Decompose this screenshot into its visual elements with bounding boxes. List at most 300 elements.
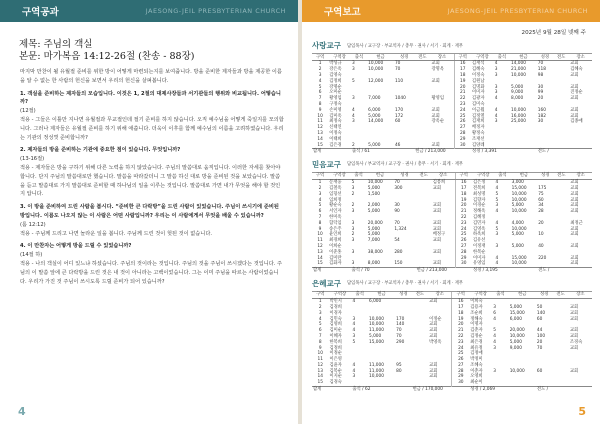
table-cell: 정해숙: [470, 316, 483, 322]
table-cell: 10,000: [510, 107, 527, 113]
column-header: 헌금: [367, 173, 394, 180]
table-cell: 29: [454, 136, 471, 142]
table-cell: 29: [455, 255, 472, 261]
table-cell: 14: [317, 136, 323, 142]
report-date: 2025년 9월 28일 넷째 주: [521, 30, 586, 36]
table-cell: 7,000: [368, 96, 381, 102]
table-cell: 이정재: [472, 244, 486, 250]
table-cell: 김원남: [472, 78, 485, 84]
table-cell: 60: [538, 197, 544, 203]
subtotal-cell: 성경 / 3,391: [471, 149, 537, 155]
table-cell: 12,000: [368, 78, 384, 84]
column-header: 출석: [492, 292, 508, 299]
table-cell: 송은주: [329, 226, 342, 232]
table-cell: 70: [396, 333, 402, 339]
table-cell: 10: [538, 232, 544, 238]
table-cell: 1040: [394, 96, 406, 102]
table-cell: 김향자: [472, 197, 486, 203]
table-cell: 28: [538, 209, 544, 215]
table-cell: 김광자: [472, 96, 485, 102]
table-cell: 44: [536, 328, 543, 334]
table-cell: 신태연: [329, 125, 342, 131]
table-cell: 8,000: [510, 96, 524, 102]
table-cell: 이경자: [329, 310, 342, 316]
table-cell: 23: [452, 339, 469, 345]
table-cell: 4: [352, 299, 356, 305]
district-header: [312, 38, 592, 54]
table-cell: 9,000: [509, 345, 523, 351]
district-section: [312, 157, 592, 274]
table-cell: 김미순: [329, 328, 342, 334]
column-header: 구역: [454, 54, 471, 61]
table-cell: 24: [454, 107, 471, 113]
table-cell: 4: [494, 113, 498, 119]
table-cell: 교회: [570, 226, 579, 232]
table-cell: 4: [493, 316, 496, 322]
table-cell: 4: [495, 255, 499, 261]
table-cell: 4: [318, 197, 322, 203]
column-header: 장소: [432, 173, 455, 180]
column-header: 성경: [536, 292, 552, 299]
table-cell: 5: [318, 203, 322, 209]
table-cell: 4,000: [511, 220, 524, 226]
table-cell: 7,000: [367, 238, 381, 244]
table-cell: 교회: [570, 186, 579, 192]
table-cell: 교회: [429, 328, 438, 334]
table-cell: 11: [317, 119, 323, 125]
table-cell: 14: [317, 374, 323, 380]
table-cell: 교회: [569, 304, 579, 310]
table-cell: 김재희: [472, 119, 485, 125]
table-cell: 26: [452, 357, 469, 363]
table-cell: 172: [394, 113, 404, 119]
table-cell: 300: [394, 186, 403, 192]
table-cell: 15,000: [511, 255, 527, 261]
table-cell: 5,000: [368, 142, 381, 148]
table-cell: 70: [394, 67, 401, 73]
table-cell: 교회: [429, 374, 438, 380]
table-cell: 10,000: [511, 226, 527, 232]
table-cell: 25,000: [510, 119, 527, 125]
district-staff: 담임목사 / 교구장 · 부교역자 / 총무 · 권사 / 서기 · 회계 · 재무: [346, 281, 464, 287]
table-cell: 10,000: [509, 368, 525, 374]
table-cell: 황영임: [329, 96, 342, 102]
table-cell: 10,000: [367, 180, 383, 186]
table-cell: 김명화: [472, 84, 485, 90]
column-header: 성경: [537, 54, 553, 61]
table-cell: 118: [537, 67, 546, 73]
table-cell: 황영임: [431, 96, 444, 102]
table-cell: 4: [352, 368, 356, 374]
subtotal-cell: 합계: [312, 386, 352, 392]
table-cell: 오미순: [329, 90, 342, 96]
table-cell: 28: [452, 368, 469, 374]
table-cell: 5,000: [511, 203, 524, 209]
table-cell: 160: [537, 107, 546, 113]
column-header: 구역: [312, 173, 328, 180]
table-cell: 10,000: [368, 67, 384, 73]
table-cell: 교회: [432, 226, 442, 232]
table-cell: 28: [455, 250, 472, 256]
question-1: 1. 객실을 준비하는 제자들의 모습입니다. 이것은 1, 2절의 대제사장들과 서기관들의 행위와 비교됩니다. 어떻습니까?: [20, 90, 281, 106]
table-cell: 11,000: [368, 368, 385, 374]
table-cell: 4: [494, 61, 498, 67]
table-cell: 5,000: [509, 304, 523, 310]
table-cell: 한미옥: [329, 215, 342, 221]
column-header: 장소: [431, 54, 455, 61]
table-cell: 75: [538, 191, 544, 197]
column-header: 구역장: [472, 173, 495, 180]
column-header: 장소: [569, 292, 592, 299]
table-cell: 정해옥: [472, 209, 486, 215]
table-cell: 5,000: [367, 226, 381, 232]
table-cell: 11,000: [368, 328, 385, 334]
table-cell: 이미자: [472, 255, 486, 261]
column-header: 성경: [394, 54, 414, 61]
table-cell: 100: [536, 333, 546, 339]
table-cell: 이미자: [472, 90, 485, 96]
table-cell: 50: [536, 304, 543, 310]
table-cell: 15,000: [509, 310, 525, 316]
table-cell: 70: [537, 61, 544, 67]
table-cell: 5,000: [368, 113, 381, 119]
table-cell: 3: [351, 61, 355, 67]
table-cell: 이정순: [429, 316, 442, 322]
table-cell: 5: [352, 339, 356, 345]
table-cell: 3: [493, 345, 496, 351]
column-header: 구역: [312, 54, 328, 61]
left-header-title: 구역공과: [22, 7, 59, 18]
district-staff: 담임목사 / 교구장 · 부교역자 / 총무 · 권사 / 서기 · 회계 · 재무: [346, 43, 464, 49]
table-cell: 99: [537, 90, 544, 96]
table-cell: 김민숙: [329, 316, 342, 322]
table-cell: 18: [455, 192, 472, 198]
table-cell: 21: [452, 328, 469, 334]
column-header: 헌금: [510, 54, 537, 61]
table-cell: 이금월: [472, 107, 485, 113]
subtotal-cell: 헌금 / 213,000: [416, 267, 472, 273]
table-cell: 한복희: [329, 339, 342, 345]
table-cell: 이정순: [329, 351, 342, 357]
subtotal-row: [312, 149, 592, 155]
table-cell: 23: [455, 221, 472, 227]
table-cell: 20: [454, 84, 471, 90]
table-cell: 강명옥: [431, 67, 444, 73]
table-cell: 16: [452, 298, 469, 304]
subtotal-row: [312, 386, 592, 392]
table-cell: 4: [494, 107, 498, 113]
table-cell: 3: [493, 304, 496, 310]
table-cell: 교회: [570, 113, 579, 119]
table-cell: 54: [394, 238, 400, 244]
table-cell: 교회: [570, 244, 579, 250]
table-cell: 5,000: [367, 186, 381, 192]
table-cell: 6,000: [368, 107, 381, 113]
table-cell: 12: [317, 244, 323, 250]
table-cell: 교회: [429, 322, 438, 328]
district-sections: [302, 38, 600, 393]
table-cell: 14,000: [510, 61, 527, 67]
table-cell: 문재웅: [329, 180, 342, 186]
table-cell: 김용자: [470, 304, 483, 310]
table-cell: 이정숙: [472, 73, 485, 79]
table-cell: 10,000: [511, 191, 527, 197]
subtotal-cell: 전도 /: [537, 149, 592, 155]
table-cell: 유영임: [472, 261, 486, 267]
table-cell: 13: [317, 368, 323, 374]
table-cell: 182: [537, 113, 546, 119]
table-cell: 3: [494, 84, 498, 90]
table-cell: 21: [454, 90, 471, 96]
table-cell: 26: [455, 238, 472, 244]
answer-2: 적용 - 제자들은 방을 구하기 위해 다른 노력을 하지 않았습니다. 주님의 말씀대로 움직입니다. 이러한 자세를 찾아야 합니다. 단지 주님의 말씀대로만 했습니다. 말씀을 따라갔더니 그 말씀 하신 대로 방을 준비된 것을 보았습니다. 말씀을 듣고 말씀대로 가지 말씀대로 준비할 때 하나님의 일을 이루는 것입니다. 말씀대로 가면 내가 무엇을 해야 할 것인지 압니다.: [20, 164, 281, 198]
table-cell: 김영희: [329, 322, 342, 328]
table-cell: 95: [396, 362, 402, 368]
column-header: 출석: [494, 54, 510, 61]
column-header: 헌금: [368, 292, 395, 299]
table-cell: 6,000: [368, 299, 382, 305]
table-cell: 6: [318, 209, 322, 215]
table-cell: 10,000: [509, 333, 525, 339]
table-cell: 280: [394, 249, 403, 255]
table-cell: 박성규: [329, 61, 342, 67]
table-cell: 교회: [432, 209, 442, 215]
table-cell: 1,500: [367, 191, 381, 197]
table-cell: 3: [352, 316, 356, 322]
table-cell: 22: [454, 96, 471, 102]
table-cell: 최유정: [470, 345, 483, 351]
subtotal-cell: 전도 /: [536, 386, 592, 392]
table-cell: 8: [318, 102, 322, 108]
table-cell: 4: [318, 316, 322, 322]
table-cell: 10,000: [368, 316, 385, 322]
column-header: 구역: [452, 292, 469, 299]
table-cell: 황정숙: [472, 131, 485, 136]
table-cell: 조경숙: [569, 339, 583, 345]
table-cell: 5,000: [511, 244, 524, 250]
column-header: 구역장: [469, 292, 492, 299]
table-cell: 임형선: [329, 191, 342, 197]
table-cell: 10,000: [511, 197, 527, 203]
column-header: 전도: [412, 292, 428, 299]
table-cell: 10,000: [511, 261, 527, 267]
column-header: 구역: [312, 292, 328, 299]
table-cell: 김정열: [472, 113, 485, 119]
table-cell: 4: [495, 180, 499, 186]
left-page: [0, 0, 298, 424]
right-page-number: 5: [578, 405, 586, 418]
table-cell: 15,000: [368, 339, 385, 345]
table-cell: 3: [494, 67, 498, 73]
subtotal-cell: 합계: [312, 267, 351, 273]
table-cell: 70: [396, 328, 402, 334]
table-cell: 1: [318, 180, 322, 186]
table-cell: 교회: [432, 186, 442, 192]
table-cell: 3: [494, 73, 498, 79]
table-cell: 5,000: [511, 232, 524, 238]
right-header: [302, 0, 600, 22]
district-table: [312, 173, 592, 274]
table-cell: 3: [352, 333, 356, 339]
table-cell: 11,000: [368, 362, 385, 368]
table-cell: 1: [318, 299, 322, 305]
table-cell: 13: [317, 249, 323, 255]
table-cell: 4: [495, 186, 499, 192]
table-cell: 4: [352, 322, 356, 328]
table-cell: 교회: [569, 310, 579, 316]
table-cell: 4: [493, 339, 496, 345]
table-cell: 교회: [570, 84, 579, 90]
table-cell: 20: [452, 322, 469, 328]
table-cell: 김은경: [329, 142, 342, 148]
table-cell: 3: [351, 249, 355, 255]
table-cell: 3: [351, 96, 355, 102]
table-cell: 3: [351, 119, 355, 125]
table-cell: 이태희: [329, 136, 342, 142]
table-cell: 2: [318, 186, 322, 192]
table-cell: 김춘자: [470, 328, 483, 334]
table-cell: 3: [351, 186, 355, 192]
column-header: 전도: [553, 54, 569, 61]
table-cell: 교회: [570, 96, 579, 102]
table-cell: 5: [318, 322, 322, 328]
table-cell: 교회: [569, 316, 579, 322]
table-cell: 10: [317, 232, 323, 238]
table-cell: 하옥희: [472, 232, 486, 238]
table-cell: 12: [317, 125, 323, 131]
table-cell: 이경순: [472, 203, 486, 209]
table-cell: 110: [394, 78, 404, 84]
table-cell: 4: [495, 261, 499, 267]
table-cell: 교회: [432, 249, 442, 255]
table-cell: 3: [318, 73, 322, 79]
table-cell: 2: [318, 304, 322, 310]
subtotal-cell: 헌금 / 170,000: [412, 386, 470, 392]
table-cell: 4: [493, 333, 496, 339]
table-cell: 교회: [570, 191, 579, 197]
table-cell: 3,000: [511, 180, 524, 186]
table-cell: 24: [455, 226, 472, 232]
district-section: [312, 276, 592, 393]
lesson-body: [20, 68, 284, 286]
table-cell: 170: [394, 107, 404, 113]
district-table: [312, 54, 592, 155]
table-cell: 교회: [570, 197, 579, 203]
table-cell: 16: [454, 61, 471, 67]
district-name: 사랑교구: [312, 41, 341, 50]
table-cell: 17: [452, 305, 469, 311]
table-cell: 김은정: [472, 180, 486, 186]
table-cell: 교회: [431, 142, 440, 148]
district-name: 은혜교구: [312, 278, 341, 288]
answer-1: 적용 - 그들은 이틀만 지나면 유월절과 무교절인데 절기 준비를 하지 않습니다. 오직 예수님을 어떻게 죽일지를 모의합니다. 그러나 제자들은 유월절 준비를 하기 위해 애씁니다. 더욱이 이후를 함께 예수님의 이름을 고려하였습니다. 우리는 기관의 정성껏 준비합니까?: [20, 116, 284, 141]
table-cell: 3: [351, 220, 355, 226]
table-cell: 17: [454, 67, 471, 73]
table-cell: 8: [318, 339, 322, 345]
table-cell: 15: [317, 142, 323, 148]
question-3-ref: (롬 12:12): [20, 221, 46, 228]
table-cell: 2: [351, 191, 355, 197]
table-cell: 5: [351, 78, 355, 84]
table-cell: 최은경: [470, 339, 483, 345]
column-header: 전도: [552, 292, 568, 299]
table-cell: 진정순: [570, 90, 583, 96]
table-cell: 조재선: [472, 136, 485, 142]
table-cell: 교회: [570, 232, 579, 238]
right-header-sub: JAESONG-JEIL PRESBYTERIAN CHURCH: [447, 7, 588, 15]
table-cell: 6: [318, 90, 322, 96]
table-cell: 13: [317, 131, 323, 136]
table-cell: 4: [351, 113, 355, 119]
table-cell: 5,000: [368, 333, 382, 339]
question-2-ref: (13-16절): [20, 156, 45, 163]
table-cell: 3: [351, 261, 355, 267]
table-cell: 윤인희: [329, 232, 342, 238]
table-cell: 20: [537, 96, 544, 102]
table-cell: 6: [318, 328, 322, 334]
table-cell: 19: [455, 197, 472, 203]
table-cell: 27: [452, 363, 469, 369]
subtotal-cell: 성경 / 3,195: [472, 267, 537, 273]
table-cell: 5: [493, 328, 496, 334]
table-cell: 김복순: [329, 368, 342, 374]
table-cell: 김봉희: [432, 180, 446, 186]
table-cell: 김미란: [329, 255, 342, 261]
table-cell: 3: [495, 203, 499, 209]
table-cell: 34: [538, 203, 544, 209]
table-cell: 교회: [432, 203, 442, 209]
table-cell: 38,000: [367, 249, 383, 255]
table-cell: 5: [351, 180, 355, 186]
table-cell: 1: [318, 61, 322, 67]
table-cell: 최순이: [470, 380, 483, 386]
table-cell: 9: [318, 226, 322, 232]
table-cell: 교회: [431, 61, 440, 67]
column-header: 구역장: [328, 292, 351, 299]
table-cell: 김민자: [472, 220, 486, 226]
table-cell: 14: [317, 255, 323, 261]
table-cell: 이정숙: [329, 131, 342, 136]
table-cell: 40: [538, 244, 544, 250]
table-cell: 3: [318, 191, 322, 197]
table-cell: 교회: [429, 368, 438, 374]
table-cell: 27: [455, 244, 472, 250]
table-cell: 29: [452, 374, 469, 380]
table-cell: 8,000: [367, 261, 381, 267]
table-cell: 교회: [569, 345, 579, 351]
column-header: 성경: [393, 173, 415, 180]
table-cell: 최경희: [329, 238, 342, 244]
table-cell: 9: [318, 107, 322, 113]
table-cell: 22: [452, 334, 469, 340]
table-cell: 교회: [570, 61, 579, 67]
left-header: [0, 0, 298, 22]
table-cell: 90: [394, 209, 400, 215]
table-cell: 4: [495, 209, 499, 215]
table-cell: 이희순: [329, 244, 342, 250]
table-cell: 25: [455, 232, 472, 238]
table-cell: 박정미: [470, 357, 483, 363]
table-cell: 박민지: [329, 299, 342, 305]
table-cell: 70: [394, 220, 400, 226]
table-cell: 140: [396, 322, 405, 328]
table-cell: 70: [394, 61, 401, 67]
table-cell: 7: [318, 215, 322, 221]
table-cell: 교회: [431, 113, 440, 119]
table-cell: 김혜정: [472, 215, 486, 221]
table-cell: 30: [455, 261, 472, 267]
column-header: 출석: [351, 54, 367, 61]
